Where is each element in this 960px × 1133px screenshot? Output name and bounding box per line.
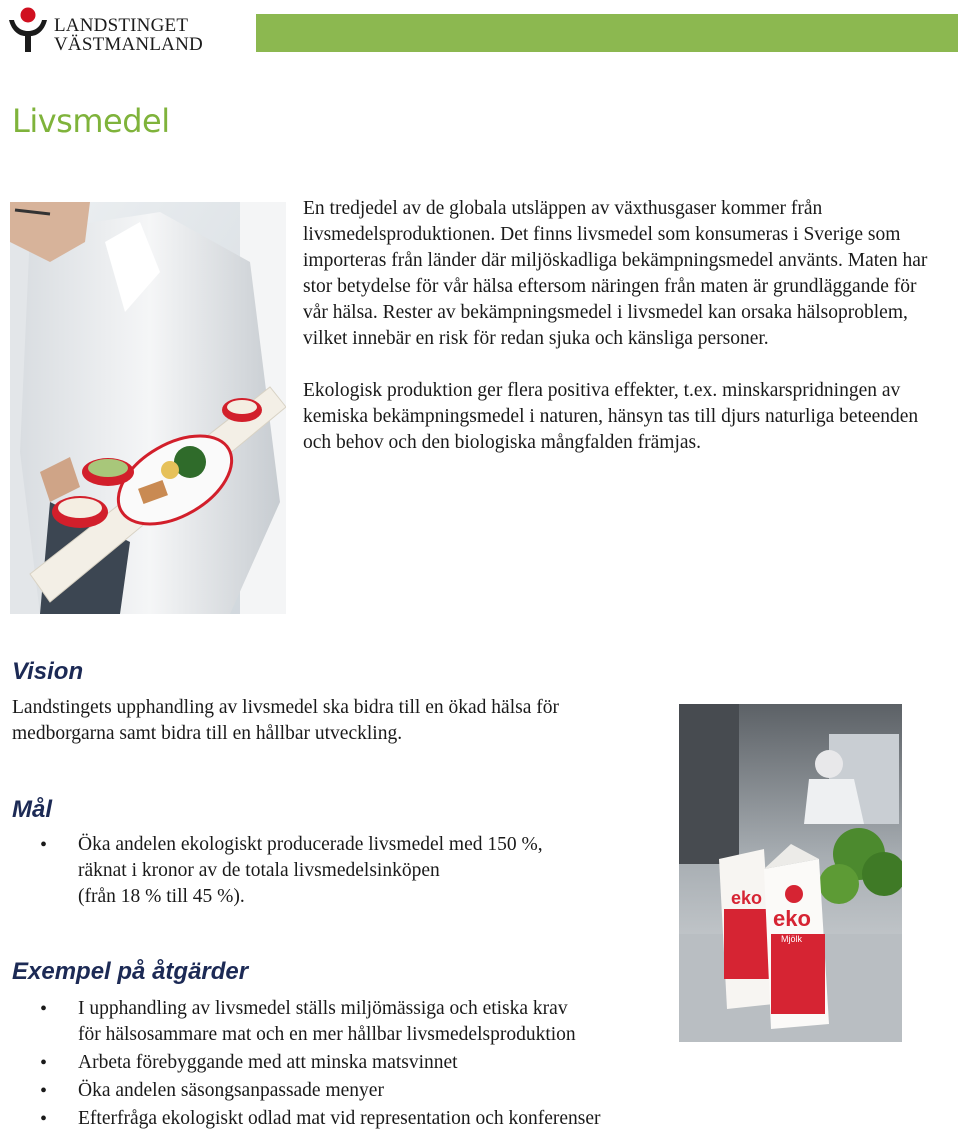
goal-heading: Mål (12, 796, 53, 823)
logo (6, 6, 203, 56)
intro-paragraph-1: En tredjedel av de globala utsläppen av växthusgaser kommer från livsmedelsproduktionen. Det finns livsmedel som konsumeras i Sverige som importeras från länder där miljöskadliga bekämpningsmedel använts. Maten har stor betydelse för vår hälsa eftersom näringen från maten är grundläggande för vår hälsa. Rester av bekämpningsmedel i livsmedel kan orsaka hälsoproblem, vilket innebär en risk för redan sjuka och känsliga personer. (303, 198, 928, 349)
vision-heading: Vision (12, 658, 84, 685)
actions-list (40, 996, 601, 1133)
vision-text-line-2: medborgarna samt bidra till en hållbar utveckling. (12, 723, 403, 744)
vision-text-line-1: Landstingets upphandling av livsmedel ska bidra till en ökad hälsa för (12, 697, 559, 718)
photo-food-tray (10, 202, 286, 614)
goal-item-line-1: • Öka andelen ekologiskt producerade livsmedel med 150 %, (78, 834, 543, 855)
logo-line-2: VÄSTMANLAND (54, 34, 203, 55)
list-item: • Öka andelen säsongsanpassade menyer (40, 1078, 601, 1104)
logo-line-1: LANDSTINGET (54, 15, 189, 36)
carton-brand-back: eko (731, 888, 763, 908)
actions-heading: Exempel på åtgärder (12, 958, 249, 985)
carton-brand-front: eko (773, 906, 811, 931)
intro-text (303, 196, 943, 482)
intro-paragraph-2: Ekologisk produktion ger flera positiva effekter, t.ex. minskarspridningen av kemiska bekämpningsmedel i naturen, hänsyn tas till djurs naturliga beteenden och behov och den biologiska mångfalden främjas. (303, 380, 919, 453)
goal-item-line-2: räknat i kronor av de totala livsmedelsinköpen (78, 860, 440, 881)
photo-milk-cartons (679, 704, 902, 1042)
action-item-line-1: • I upphandling av livsmedel ställs miljömässiga och etiska krav (78, 998, 568, 1019)
page-title: Livsmedel (12, 102, 170, 140)
action-item-line-2: för hälsosammare mat och en mer hållbar livsmedelsproduktion (78, 1024, 576, 1045)
goal-item-line-3: (från 18 % till 45 %). (78, 886, 245, 907)
list-item: • Arbeta förebyggande med att minska matsvinnet (40, 1050, 601, 1076)
logo-mark-icon (6, 6, 50, 54)
list-item (40, 996, 601, 1048)
logo-text (54, 16, 203, 54)
carton-label: Mjölk (781, 934, 803, 944)
list-item (40, 832, 543, 910)
list-item: • Efterfråga ekologiskt odlad mat vid representation och konferenser (40, 1106, 601, 1132)
vision-text (12, 695, 559, 747)
header-accent-bar (256, 14, 958, 52)
milk-carton (764, 844, 829, 1029)
goal-list (40, 832, 543, 912)
